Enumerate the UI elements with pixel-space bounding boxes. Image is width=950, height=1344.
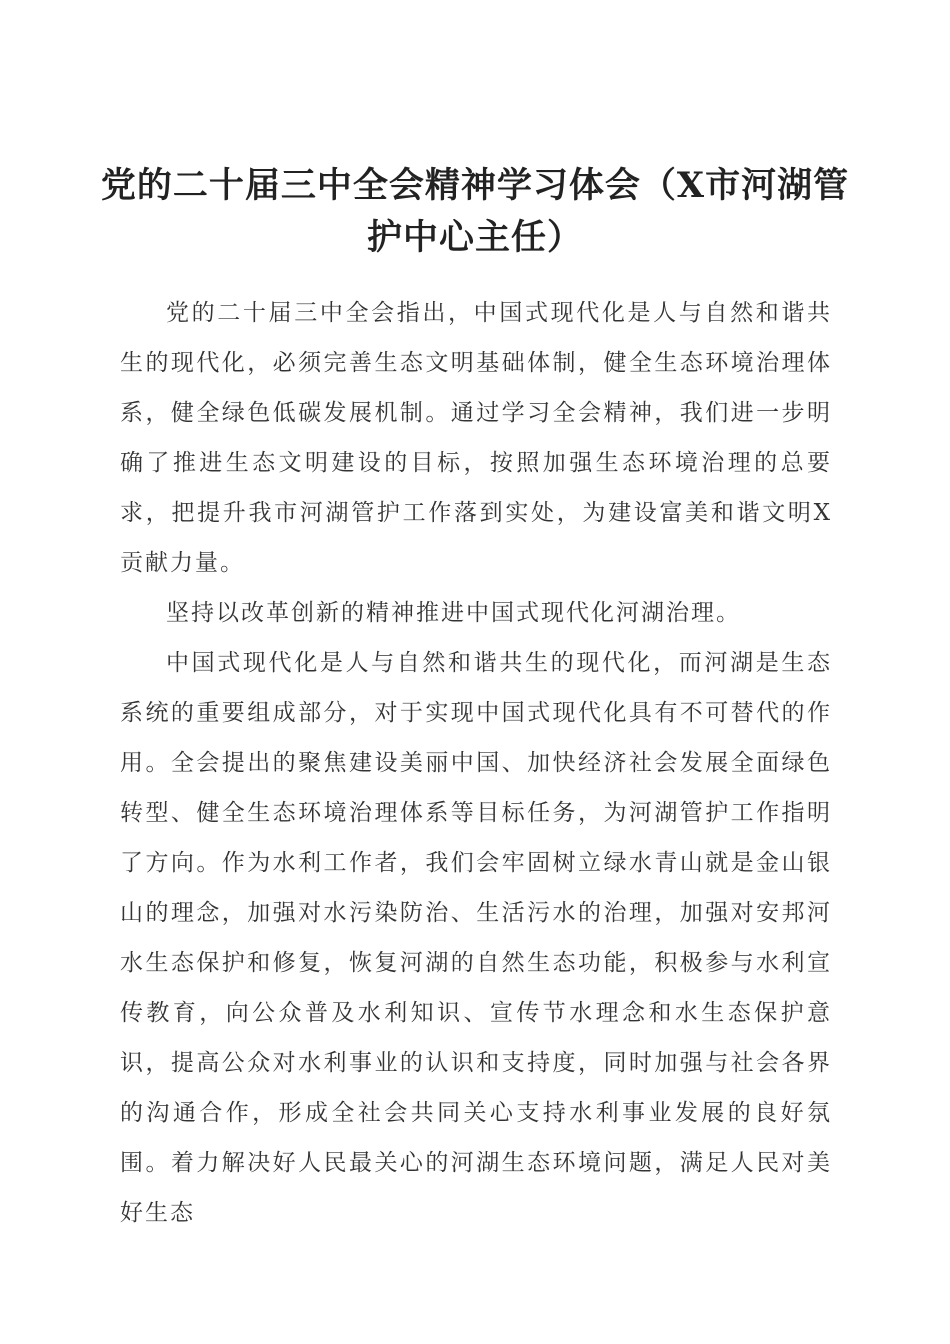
paragraph-intro: 党的二十届三中全会指出，中国式现代化是人与自然和谐共生的现代化，必须完善生态文明基础体制，健全生态环境治理体系，健全绿色低碳发展机制。通过学习全会精神，我们进一步明确了推进生态文明建设的目标，按照加强生态环境治理的总要求，把提升我市河湖管护工作落到实处，为建设富美和谐文明X贡献力量。 [120, 300, 832, 576]
document-body [120, 288, 832, 1238]
paragraph-heading: 坚持以改革创新的精神推进中国式现代化河湖治理。 [166, 600, 741, 626]
paragraph-main: 中国式现代化是人与自然和谐共生的现代化，而河湖是生态系统的重要组成部分，对于实现中国式现代化具有不可替代的作用。全会提出的聚焦建设美丽中国、加快经济社会发展全面绿色转型、健全生态环境治理体系等目标任务，为河湖管护工作指明了方向。作为水利工作者，我们会牢固树立绿水青山就是金山银山的理念，加强对水污染防治、生活污水的治理，加强对安邦河水生态保护和修复，恢复河湖的自然生态功能，积极参与水利宣传教育，向公众普及水利知识、宣传节水理念和水生态保护意识，提高公众对水利事业的认识和支持度，同时加强与社会各界的沟通合作，形成全社会共同关心支持水利事业发展的良好氛围。着力解决好人民最关心的河湖生态环境问题，满足人民对美好生态 [120, 650, 832, 1226]
document-title: 党的二十届三中全会精神学习体会（X市河湖管护中心主任） [100, 165, 850, 258]
